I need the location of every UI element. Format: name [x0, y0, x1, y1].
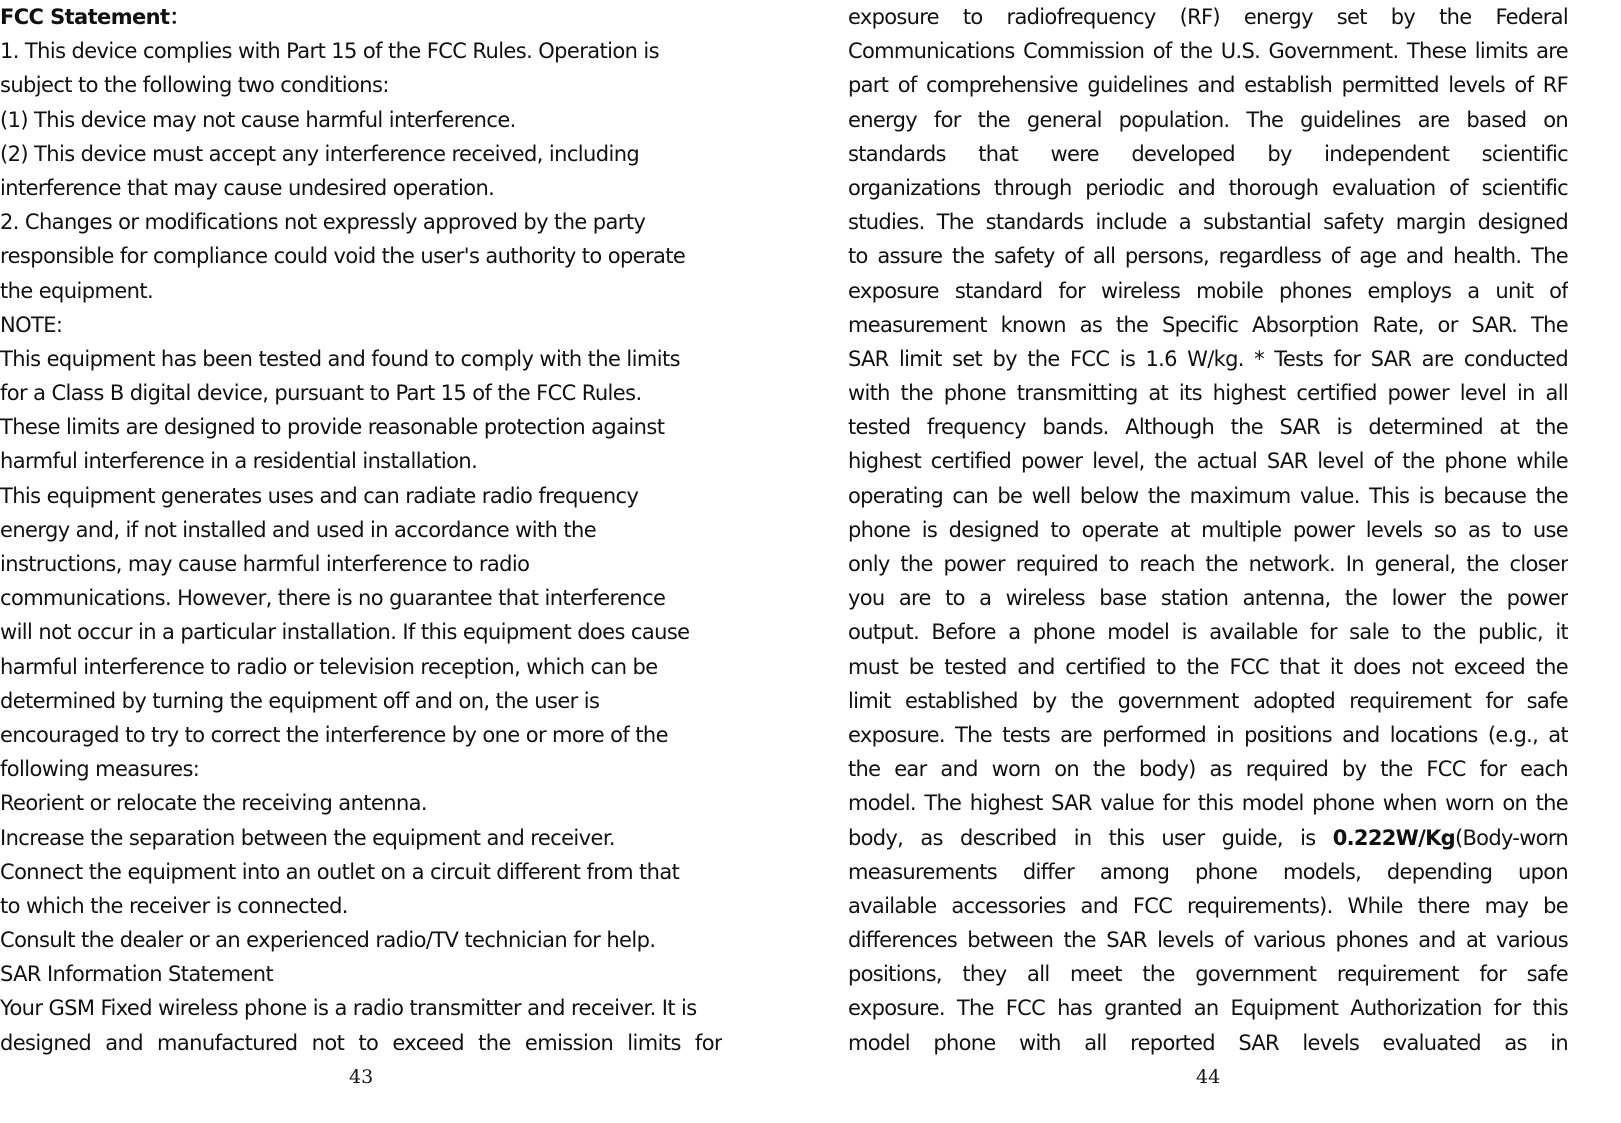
- right-page: [848, 0, 1568, 1060]
- text-line: designed and manufactured not to exceed the emission limits for: [0, 1030, 722, 1055]
- text-line: energy and, if not installed and used in accordance with the: [0, 517, 597, 542]
- text-line: phone is designed to operate at multiple power levels so as to use: [848, 517, 1568, 542]
- left-page-body: [0, 34, 722, 1060]
- text-line: 1. This device complies with Part 15 of the FCC Rules. Operation is: [0, 39, 659, 64]
- text-line: exposure to radiofrequency (RF) energy set by the Federal: [848, 5, 1568, 29]
- text-line: exposure. The FCC has granted an Equipment Authorization for this: [848, 996, 1568, 1021]
- text-line: highest certified power level, the actual SAR level of the phone while: [848, 449, 1568, 474]
- text-line: differences between the SAR levels of various phones and at various: [848, 928, 1568, 953]
- text-line: will not occur in a particular installation. If this equipment does cause: [0, 620, 690, 645]
- page-number-left: 43: [349, 1066, 374, 1088]
- text-line: measurements differ among phone models, depending upon: [848, 859, 1568, 884]
- text-line: subject to the following two conditions:: [0, 73, 389, 98]
- text-line: This equipment generates uses and can radiate radio frequency: [0, 483, 639, 508]
- text-line: output. Before a phone model is available for sale to the public, it: [848, 620, 1568, 645]
- text-line: Your GSM Fixed wireless phone is a radio transmitter and receiver. It is: [0, 996, 697, 1021]
- page-number-right: 44: [1196, 1066, 1221, 1088]
- text-line: instructions, may cause harmful interference to radio: [0, 552, 530, 576]
- sar-line-before: body, as described in this user guide, is: [848, 825, 1333, 850]
- sar-value-line: [848, 821, 1568, 855]
- text-line: SAR limit set by the FCC is 1.6 W/kg. * Tests for SAR are conducted: [848, 346, 1568, 371]
- text-line: you are to a wireless base station antenna, the lower the power: [848, 586, 1568, 611]
- text-line: the equipment.: [0, 278, 154, 303]
- text-line: encouraged to try to correct the interference by one or more of the: [0, 722, 668, 747]
- text-line: following measures:: [0, 757, 200, 782]
- text-line: These limits are designed to provide reasonable protection against: [0, 415, 665, 440]
- text-line: Connect the equipment into an outlet on a circuit different from that: [0, 859, 680, 884]
- text-line: measurement known as the Specific Absorption Rate, or SAR. The: [848, 312, 1568, 337]
- text-line: studies. The standards include a substantial safety margin designed: [848, 210, 1568, 235]
- text-line: positions, they all meet the government requirement for safe: [848, 962, 1568, 987]
- text-line: for a Class B digital device, pursuant to Part 15 of the FCC Rules.: [0, 381, 642, 406]
- text-line: Consult the dealer or an experienced radio/TV technician for help.: [0, 928, 656, 953]
- text-line: standards that were developed by independent scientific: [848, 141, 1568, 166]
- text-line: exposure. The tests are performed in positions and locations (e.g., at: [848, 722, 1568, 747]
- text-line: harmful interference to radio or television reception, which can be: [0, 654, 658, 679]
- text-line: This equipment has been tested and found to comply with the limits: [0, 346, 680, 371]
- text-line: with the phone transmitting at its highest certified power level in all: [848, 381, 1568, 406]
- text-line: determined by turning the equipment off and on, the user is: [0, 688, 600, 713]
- text-line: exposure standard for wireless mobile phones employs a unit of: [848, 278, 1568, 303]
- left-page: [0, 0, 722, 1060]
- sar-information-heading: SAR Information Statement: [0, 962, 274, 987]
- text-line: Reorient or relocate the receiving antenna.: [0, 791, 428, 816]
- text-line: operating can be well below the maximum value. This is because the: [848, 483, 1568, 508]
- sar-value: 0.222W/Kg: [1332, 825, 1455, 850]
- right-page-body: [848, 0, 1568, 1060]
- sar-line-after: (Body-worn: [1454, 825, 1568, 850]
- text-line: harmful interference in a residential installation.: [0, 449, 478, 474]
- text-line: part of comprehensive guidelines and establish permitted levels of RF: [848, 73, 1568, 98]
- text-line: Increase the separation between the equipment and receiver.: [0, 825, 615, 850]
- text-line: (2) This device must accept any interference received, including: [0, 141, 640, 166]
- text-line: tested frequency bands. Although the SAR is determined at the: [848, 415, 1568, 440]
- text-line: responsible for compliance could void the user's authority to operate: [0, 244, 686, 269]
- text-line: communications. However, there is no guarantee that interference: [0, 586, 666, 611]
- text-line: organizations through periodic and thorough evaluation of scientific: [848, 175, 1568, 200]
- text-line: model phone with all reported SAR levels evaluated as in: [848, 1030, 1568, 1055]
- text-line: to assure the safety of all persons, regardless of age and health. The: [848, 244, 1568, 269]
- text-line: limit established by the government adopted requirement for safe: [848, 688, 1568, 713]
- text-line: the ear and worn on the body) as required by the FCC for each: [848, 757, 1568, 782]
- text-line: energy for the general population. The guidelines are based on: [848, 107, 1568, 132]
- text-line: model. The highest SAR value for this model phone when worn on the: [848, 791, 1568, 816]
- text-line: must be tested and certified to the FCC that it does not exceed the: [848, 654, 1568, 679]
- fcc-statement-heading: FCC Statement：: [0, 5, 190, 29]
- text-line: available accessories and FCC requirements). While there may be: [848, 893, 1568, 918]
- note-label: NOTE:: [0, 312, 63, 337]
- text-line: 2. Changes or modifications not expressly approved by the party: [0, 210, 646, 235]
- text-line: only the power required to reach the network. In general, the closer: [848, 552, 1568, 576]
- text-line: (1) This device may not cause harmful interference.: [0, 107, 516, 132]
- text-line: to which the receiver is connected.: [0, 893, 348, 918]
- text-line: interference that may cause undesired operation.: [0, 175, 495, 200]
- text-line: Communications Commission of the U.S. Government. These limits are: [848, 39, 1568, 64]
